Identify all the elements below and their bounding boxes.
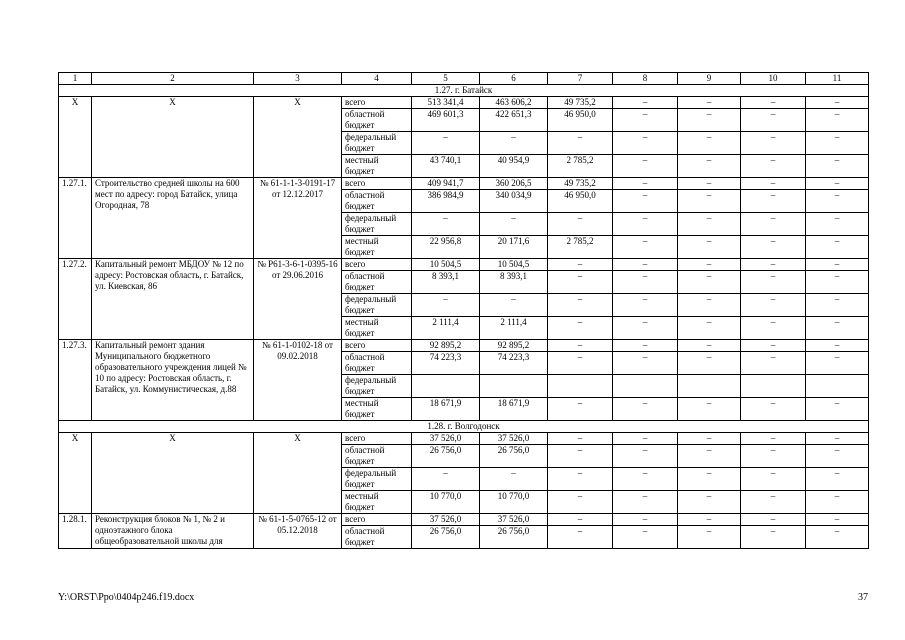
value-cell: –	[741, 271, 806, 294]
funding-source: федеральный бюджет	[342, 294, 412, 317]
value-cell: 43 740,1	[412, 155, 480, 178]
value-cell: 26 756,0	[412, 526, 480, 549]
section-title: 1.27. г. Батайск	[59, 85, 869, 97]
value-cell: 513 341,4	[412, 97, 480, 109]
table-row	[59, 514, 869, 526]
value-cell: –	[613, 190, 678, 213]
value-cell: 2 785,2	[548, 236, 613, 259]
value-cell: 37 526,0	[480, 433, 548, 445]
value-cell: –	[741, 213, 806, 236]
value-cell: –	[741, 190, 806, 213]
value-cell: 37 526,0	[412, 433, 480, 445]
item-document: № 61-1-1-3-0191-17 от 12.12.2017	[254, 178, 342, 259]
value-cell: 386 984,9	[412, 190, 480, 213]
value-cell: –	[613, 491, 678, 514]
budget-table	[58, 72, 869, 549]
value-cell: –	[741, 132, 806, 155]
table-row	[59, 178, 869, 190]
value-cell: 26 756,0	[480, 445, 548, 468]
value-cell: –	[678, 398, 741, 421]
funding-source: всего	[342, 514, 412, 526]
value-cell: –	[613, 155, 678, 178]
table-row	[59, 97, 869, 109]
value-cell: –	[480, 468, 548, 491]
funding-source: всего	[342, 259, 412, 271]
funding-source: федеральный бюджет	[342, 132, 412, 155]
value-cell: –	[412, 294, 480, 317]
value-cell: –	[678, 514, 741, 526]
value-cell: –	[678, 236, 741, 259]
header-row	[59, 73, 869, 85]
column-header: 8	[613, 73, 678, 85]
value-cell: –	[678, 445, 741, 468]
value-cell: –	[806, 468, 869, 491]
value-cell: –	[613, 259, 678, 271]
value-cell	[678, 375, 741, 398]
column-header: 4	[342, 73, 412, 85]
value-cell: –	[613, 398, 678, 421]
value-cell: –	[548, 132, 613, 155]
value-cell: –	[741, 398, 806, 421]
value-cell: 74 223,3	[480, 352, 548, 375]
value-cell: –	[548, 294, 613, 317]
value-cell: –	[806, 445, 869, 468]
item-number: 1.27.3.	[59, 340, 92, 421]
value-cell: –	[548, 491, 613, 514]
value-cell: –	[741, 259, 806, 271]
funding-source: областной бюджет	[342, 445, 412, 468]
funding-source: местный бюджет	[342, 398, 412, 421]
value-cell: –	[741, 97, 806, 109]
value-cell: 8 393,1	[480, 271, 548, 294]
funding-source: всего	[342, 340, 412, 352]
value-cell: 37 526,0	[480, 514, 548, 526]
item-name: Капитальный ремонт здания Муниципального бюджетного образовательного учреждения лицей № 10 по адресу: Ростовская область, г. Батайск, ул. Коммунистическая, д.88	[92, 340, 254, 421]
value-cell: –	[613, 97, 678, 109]
value-cell: –	[678, 155, 741, 178]
value-cell: –	[741, 317, 806, 340]
value-cell: –	[613, 526, 678, 549]
value-cell: 26 756,0	[480, 526, 548, 549]
value-cell: 92 895,2	[412, 340, 480, 352]
value-cell: 340 034,9	[480, 190, 548, 213]
value-cell: –	[548, 445, 613, 468]
value-cell: –	[806, 398, 869, 421]
value-cell: 20 171,6	[480, 236, 548, 259]
value-cell: –	[678, 271, 741, 294]
funding-source: местный бюджет	[342, 236, 412, 259]
section-title-row	[59, 85, 869, 97]
value-cell: 26 756,0	[412, 445, 480, 468]
value-cell: –	[741, 294, 806, 317]
value-cell: –	[678, 468, 741, 491]
item-number: Х	[59, 433, 92, 514]
value-cell	[412, 375, 480, 398]
item-number: 1.27.1.	[59, 178, 92, 259]
funding-source: федеральный бюджет	[342, 375, 412, 398]
funding-source: местный бюджет	[342, 155, 412, 178]
value-cell: 18 671,9	[412, 398, 480, 421]
value-cell: –	[613, 236, 678, 259]
value-cell	[480, 375, 548, 398]
value-cell: –	[741, 178, 806, 190]
value-cell: –	[613, 178, 678, 190]
value-cell: 2 785,2	[548, 155, 613, 178]
value-cell: –	[741, 514, 806, 526]
column-header: 7	[548, 73, 613, 85]
funding-source: областной бюджет	[342, 526, 412, 549]
value-cell: –	[678, 213, 741, 236]
value-cell: 422 651,3	[480, 109, 548, 132]
column-header: 9	[678, 73, 741, 85]
value-cell: –	[678, 109, 741, 132]
value-cell: –	[613, 132, 678, 155]
item-name: Реконструкция блоков № 1, № 2 и одноэтажного блока общеобразовательной школы для	[92, 514, 254, 549]
column-header: 5	[412, 73, 480, 85]
column-header: 6	[480, 73, 548, 85]
value-cell: –	[613, 294, 678, 317]
value-cell: –	[741, 352, 806, 375]
value-cell: –	[548, 317, 613, 340]
value-cell: –	[548, 514, 613, 526]
value-cell: –	[741, 445, 806, 468]
funding-source: всего	[342, 178, 412, 190]
value-cell: –	[741, 433, 806, 445]
value-cell: –	[806, 352, 869, 375]
value-cell: –	[806, 236, 869, 259]
value-cell: 37 526,0	[412, 514, 480, 526]
item-number: 1.27.2.	[59, 259, 92, 340]
value-cell: –	[613, 352, 678, 375]
value-cell: –	[548, 433, 613, 445]
value-cell: 10 770,0	[480, 491, 548, 514]
value-cell: –	[412, 213, 480, 236]
value-cell: –	[678, 294, 741, 317]
value-cell: –	[678, 491, 741, 514]
funding-source: всего	[342, 97, 412, 109]
value-cell: –	[678, 526, 741, 549]
value-cell: 74 223,3	[412, 352, 480, 375]
value-cell: –	[806, 340, 869, 352]
value-cell: 10 770,0	[412, 491, 480, 514]
funding-source: федеральный бюджет	[342, 468, 412, 491]
item-name: Капитальный ремонт МБДОУ № 12 по адресу: Ростовская область, г. Батайск, ул. Киевская, 86	[92, 259, 254, 340]
funding-source: областной бюджет	[342, 271, 412, 294]
value-cell: –	[613, 271, 678, 294]
value-cell: –	[806, 178, 869, 190]
value-cell: 49 735,2	[548, 97, 613, 109]
value-cell: –	[741, 155, 806, 178]
value-cell: –	[741, 109, 806, 132]
value-cell: –	[548, 271, 613, 294]
value-cell: –	[613, 468, 678, 491]
value-cell: 463 606,2	[480, 97, 548, 109]
column-header: 3	[254, 73, 342, 85]
value-cell: 92 895,2	[480, 340, 548, 352]
value-cell: –	[548, 340, 613, 352]
item-name: Х	[92, 97, 254, 178]
value-cell: 49 735,2	[548, 178, 613, 190]
value-cell: –	[806, 514, 869, 526]
value-cell: –	[678, 97, 741, 109]
value-cell: –	[806, 491, 869, 514]
column-header: 10	[741, 73, 806, 85]
funding-source: местный бюджет	[342, 491, 412, 514]
value-cell: –	[741, 468, 806, 491]
value-cell	[613, 375, 678, 398]
section-title-row	[59, 421, 869, 433]
value-cell: –	[480, 294, 548, 317]
item-document: № 61-1-0102-18 от 09.02.2018	[254, 340, 342, 421]
value-cell: 10 504,5	[412, 259, 480, 271]
item-document: Х	[254, 97, 342, 178]
item-document: Х	[254, 433, 342, 514]
value-cell: –	[806, 213, 869, 236]
value-cell: 22 956,8	[412, 236, 480, 259]
table-row	[59, 259, 869, 271]
value-cell: 40 954,9	[480, 155, 548, 178]
funding-source: федеральный бюджет	[342, 213, 412, 236]
column-header: 2	[92, 73, 254, 85]
value-cell: –	[548, 526, 613, 549]
value-cell: 409 941,7	[412, 178, 480, 190]
value-cell: –	[806, 155, 869, 178]
value-cell: –	[806, 190, 869, 213]
value-cell: –	[613, 445, 678, 468]
value-cell: –	[548, 398, 613, 421]
value-cell: 8 393,1	[412, 271, 480, 294]
value-cell: –	[806, 271, 869, 294]
value-cell: –	[741, 491, 806, 514]
value-cell: 360 206,5	[480, 178, 548, 190]
value-cell	[548, 375, 613, 398]
value-cell: 469 601,3	[412, 109, 480, 132]
value-cell: –	[806, 433, 869, 445]
item-document: № Р61-3-6-1-0395-16 от 29.06.2016	[254, 259, 342, 340]
item-document: № 61-1-5-0765-12 от 05.12.2018	[254, 514, 342, 549]
value-cell: 46 950,0	[548, 190, 613, 213]
value-cell: 2 111,4	[480, 317, 548, 340]
value-cell: –	[806, 317, 869, 340]
value-cell: –	[806, 294, 869, 317]
funding-source: всего	[342, 433, 412, 445]
value-cell: –	[678, 132, 741, 155]
value-cell: –	[548, 352, 613, 375]
value-cell: 10 504,5	[480, 259, 548, 271]
column-header: 11	[806, 73, 869, 85]
value-cell: –	[613, 340, 678, 352]
table-body	[59, 73, 869, 549]
value-cell: –	[678, 190, 741, 213]
value-cell: –	[412, 468, 480, 491]
value-cell: –	[480, 132, 548, 155]
item-number: Х	[59, 97, 92, 178]
file-path: Y:\ORST\Ppo\0404p246.f19.docx	[58, 592, 195, 603]
funding-source: местный бюджет	[342, 317, 412, 340]
value-cell: –	[613, 213, 678, 236]
value-cell: –	[480, 213, 548, 236]
value-cell: –	[548, 259, 613, 271]
value-cell	[741, 375, 806, 398]
value-cell: –	[806, 259, 869, 271]
value-cell: –	[678, 317, 741, 340]
value-cell: –	[678, 340, 741, 352]
value-cell: –	[806, 97, 869, 109]
funding-source: областной бюджет	[342, 190, 412, 213]
value-cell: –	[678, 433, 741, 445]
value-cell	[806, 375, 869, 398]
value-cell: 18 671,9	[480, 398, 548, 421]
funding-source: областной бюджет	[342, 352, 412, 375]
value-cell: –	[613, 317, 678, 340]
value-cell: –	[613, 109, 678, 132]
value-cell: –	[678, 178, 741, 190]
value-cell: –	[806, 526, 869, 549]
value-cell: –	[613, 514, 678, 526]
value-cell: –	[806, 109, 869, 132]
item-number: 1.28.1.	[59, 514, 92, 549]
value-cell: –	[548, 468, 613, 491]
value-cell: –	[741, 340, 806, 352]
value-cell: –	[741, 526, 806, 549]
section-title: 1.28. г. Волгодонск	[59, 421, 869, 433]
value-cell: –	[412, 132, 480, 155]
value-cell: –	[678, 259, 741, 271]
value-cell: –	[806, 132, 869, 155]
table-row	[59, 433, 869, 445]
value-cell: –	[548, 213, 613, 236]
value-cell: 46 950,0	[548, 109, 613, 132]
value-cell: –	[613, 433, 678, 445]
value-cell: 2 111,4	[412, 317, 480, 340]
column-header: 1	[59, 73, 92, 85]
item-name: Х	[92, 433, 254, 514]
funding-source: областной бюджет	[342, 109, 412, 132]
item-name: Строительство средней школы на 600 мест по адресу: город Батайск, улица Огородная, 78	[92, 178, 254, 259]
table-row	[59, 340, 869, 352]
value-cell: –	[678, 352, 741, 375]
value-cell: –	[741, 236, 806, 259]
page-number: 37	[858, 592, 868, 603]
